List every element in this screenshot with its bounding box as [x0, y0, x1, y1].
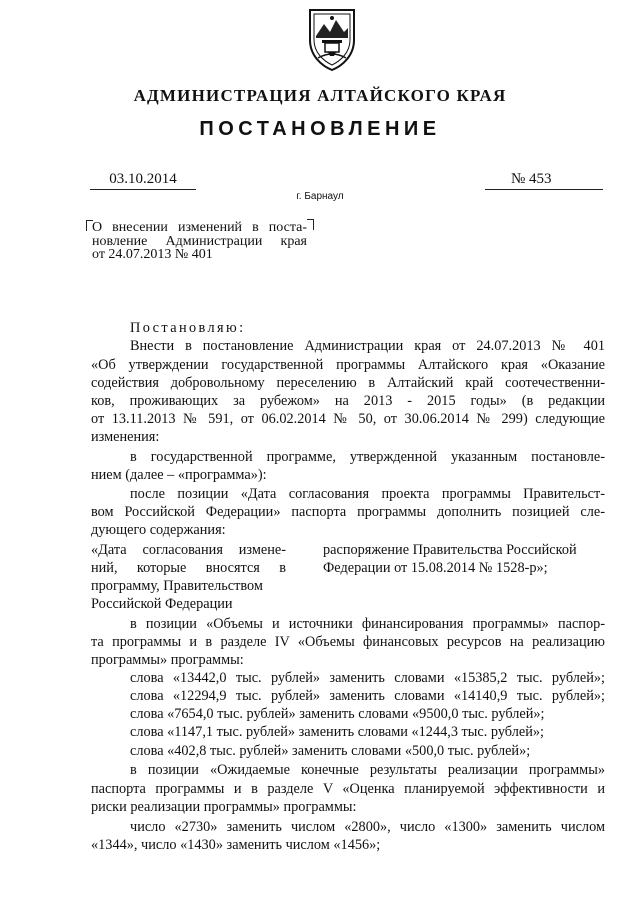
subject-line: О внесении изменений в поста-: [92, 220, 307, 235]
body-line: слова «12294,9 тыс. рублей» заменить словами «14140,9 тыс. рублей»;: [130, 688, 605, 704]
subject-line: от 24.07.2013 № 401: [92, 247, 213, 262]
decree-word: Постановляю:: [130, 320, 246, 336]
body-line: слова «13442,0 тыс. рублей» заменить словами «15385,2 тыс. рублей»;: [130, 670, 605, 686]
document-date: 03.10.2014: [90, 171, 196, 190]
body-line: после позиции «Дата согласования проекта программы Правительст-: [130, 486, 605, 502]
body-line: программы» программы:: [91, 652, 244, 668]
document-type: ПОСТАНОВЛЕНИЕ: [199, 118, 441, 140]
subject-bracket-right: [307, 219, 314, 230]
table-left-line: программу, Правительством: [91, 578, 263, 594]
body-line: дующего содержания:: [91, 522, 226, 538]
subject-line: новление Администрации края: [92, 233, 307, 249]
body-line: паспорта программы и в разделе V «Оценка планируемой эффективности и: [91, 781, 605, 797]
table-right-line: Федерации от 15.08.2014 № 1528-р»;: [323, 560, 548, 576]
table-left-line: «Дата согласования измене-: [91, 542, 286, 558]
body-line: нием (далее – «программа»):: [91, 467, 267, 483]
organization-name: АДМИНИСТРАЦИЯ АЛТАЙСКОГО КРАЯ: [133, 86, 507, 105]
body-line: изменения:: [91, 429, 160, 445]
body-line: та программы и в разделе IV «Объемы финансовых ресурсов на реализацию: [91, 634, 605, 650]
document-subject: [92, 221, 307, 262]
body-line: «Об утверждении государственной программы Алтайского края «Оказание: [91, 357, 605, 373]
body-line: содействия добровольному переселению в Алтайский край соотечественни-: [91, 375, 605, 391]
body-line: вом Российской Федерации» паспорта программы дополнить позицией сле-: [91, 504, 605, 520]
table-left-line: Российской Федерации: [91, 596, 233, 612]
altai-krai-coat-of-arms-icon: [300, 6, 364, 72]
table-left-line: ний, которые вносятся в: [91, 560, 286, 576]
body-line: Внести в постановление Администрации края от 24.07.2013 № 401: [130, 338, 605, 354]
body-line: ков, проживающих за рубежом» на 2013 - 2015 годы» (в редакции: [91, 393, 605, 409]
document-city: г. Барнаул: [296, 191, 344, 202]
body-line: «1344», число «1430» заменить числом «1456»;: [91, 837, 381, 853]
body-line: риски реализации программы» программы:: [91, 799, 357, 815]
body-line: в государственной программе, утвержденной указанным постановле-: [130, 449, 605, 465]
body-line: от 13.11.2013 № 591, от 06.02.2014 № 50, от 30.06.2014 № 299) следующие: [91, 411, 605, 427]
document-number: № 453: [485, 171, 603, 190]
body-line: слова «402,8 тыс. рублей» заменить словами «500,0 тыс. рублей»;: [130, 743, 531, 759]
body-line: слова «1147,1 тыс. рублей» заменить словами «1244,3 тыс. рублей»;: [130, 724, 544, 740]
table-right-line: распоряжение Правительства Российской: [323, 542, 577, 558]
body-line: в позиции «Ожидаемые конечные результаты реализации программы»: [130, 762, 605, 778]
body-line: слова «7654,0 тыс. рублей» заменить словами «9500,0 тыс. рублей»;: [130, 706, 545, 722]
body-line: в позиции «Объемы и источники финансирования программы» паспор-: [130, 616, 605, 632]
body-line: число «2730» заменить числом «2800», число «1300» заменить числом: [130, 819, 605, 835]
